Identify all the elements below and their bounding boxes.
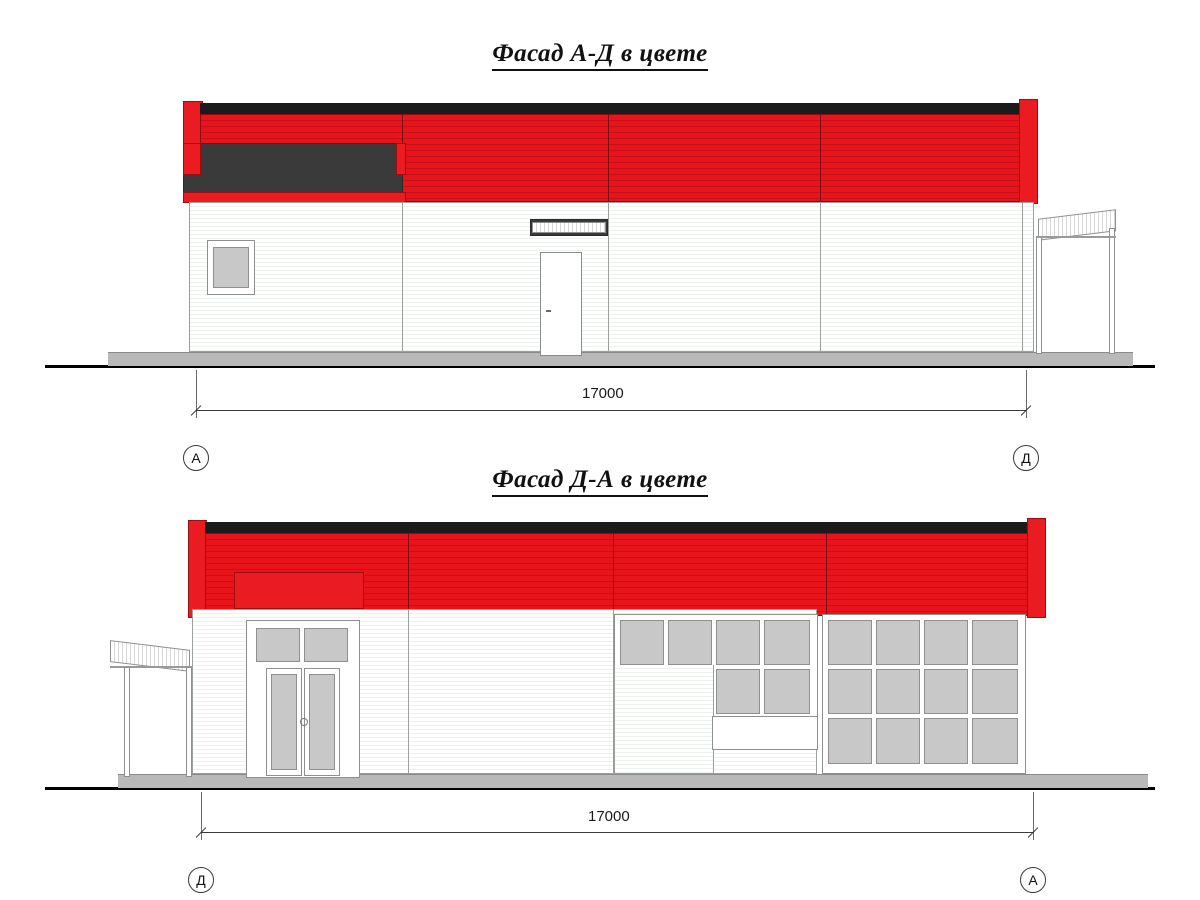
curtain-glass-r3c1 [828, 718, 872, 764]
facade-1-title-text: Фасад А-Д в цвете [492, 40, 707, 71]
red-band-joint-2-2 [613, 533, 614, 616]
signboard-panel-2 [234, 572, 364, 609]
mid-siding-patch [614, 665, 714, 774]
curtain-glass-r2c1 [828, 669, 872, 714]
mid-glass-r2c4 [764, 669, 810, 714]
entrance-door-handle-2 [300, 718, 308, 726]
red-band-joint-2-1 [408, 533, 409, 616]
entrance-transom-glass-right [304, 628, 348, 662]
curtain-glass-r2c3 [924, 669, 968, 714]
curtain-glass-r3c3 [924, 718, 968, 764]
mid-glass-r1c3 [716, 620, 760, 665]
dim-text-1: 17000 [582, 385, 624, 402]
parapet-strip-2 [205, 522, 1030, 533]
entrance-transom-glass-left [256, 628, 300, 662]
curtain-glass-r1c4 [972, 620, 1018, 665]
curtain-glass-r2c4 [972, 669, 1018, 714]
side-canopy-post-4 [186, 667, 192, 777]
dim-text-2: 17000 [588, 808, 630, 825]
axis-bubble-left-1: А [183, 445, 209, 471]
axis-bubble-left-2: Д [188, 867, 214, 893]
right-corner-pilaster-2 [1027, 518, 1046, 618]
curtain-glass-r3c2 [876, 718, 920, 764]
mid-glass-r1c1 [620, 620, 664, 665]
entrance-door-glass-left [271, 674, 297, 770]
dim-line-2 [201, 832, 1033, 833]
facade-2-title-text: Фасад Д-А в цвете [492, 466, 707, 497]
mid-glass-r1c2 [668, 620, 712, 665]
red-band-joint-2-3 [826, 533, 827, 616]
side-canopy-beam-2 [110, 666, 192, 668]
entrance-door-glass-right [309, 674, 335, 770]
mid-glass-r1c4 [764, 620, 810, 665]
curtain-glass-r2c2 [876, 669, 920, 714]
curtain-glass-r1c2 [876, 620, 920, 665]
siding-joint-2-1 [408, 609, 409, 774]
axis-bubble-right-2: А [1020, 867, 1046, 893]
curtain-glass-r1c3 [924, 620, 968, 665]
curtain-glass-r1c1 [828, 620, 872, 665]
side-canopy-post-3 [124, 667, 130, 777]
axis-bubble-right-1: Д [1013, 445, 1039, 471]
mid-lower-step-frame [712, 716, 818, 750]
curtain-glass-r3c4 [972, 718, 1018, 764]
mid-glass-r2c3 [716, 669, 760, 714]
